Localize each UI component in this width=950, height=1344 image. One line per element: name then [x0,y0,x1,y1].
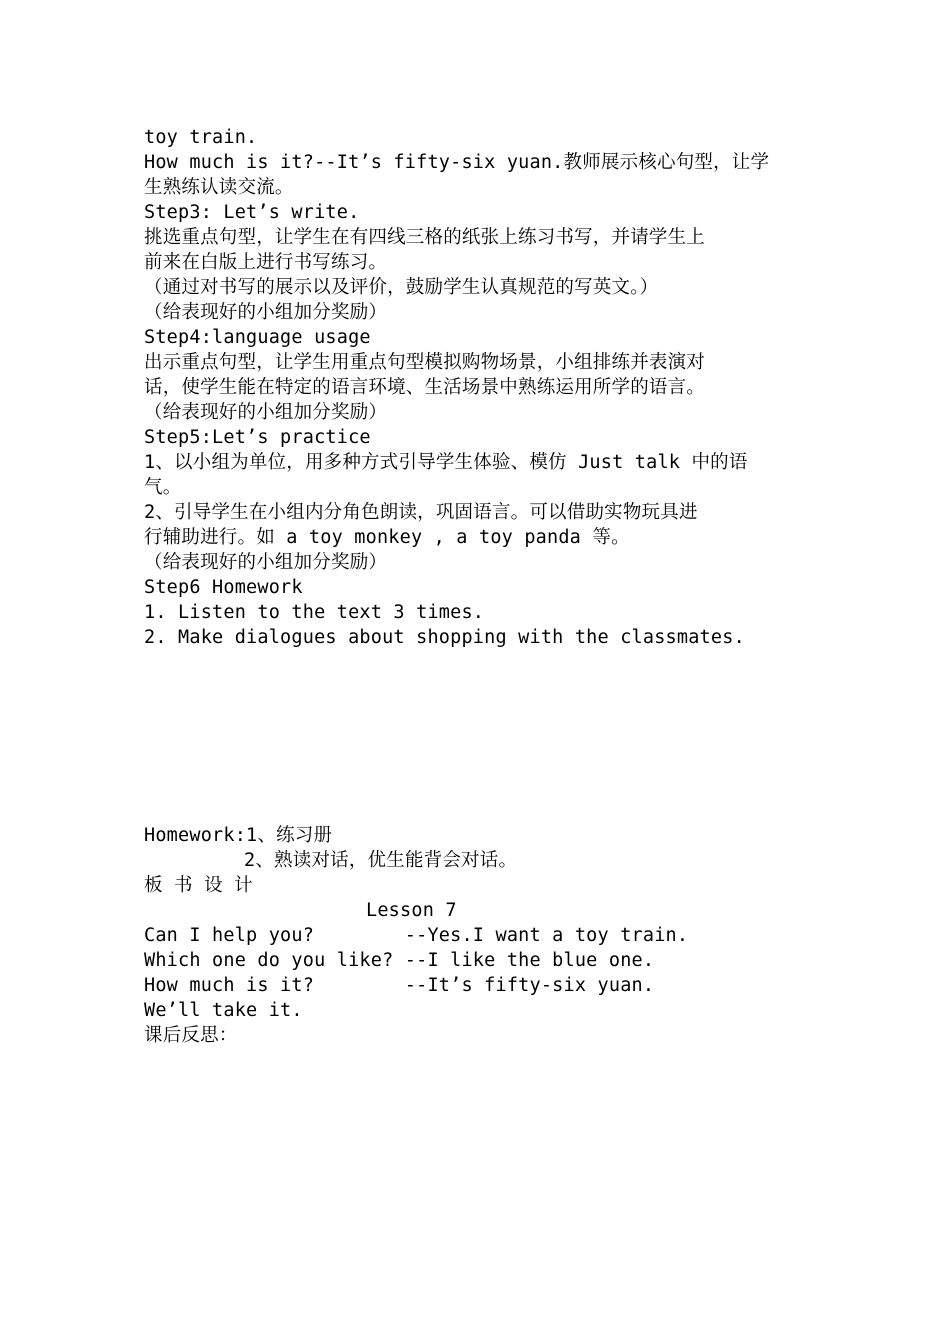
text-line: 气。 [144,477,182,498]
text-line: 1. Listen to the text 3 times. [144,602,485,623]
reflection-heading: 课后反思： [144,1025,238,1046]
text-line: （通过对书写的展示以及评价，鼓励学生认真规范的写英文。） [144,277,659,298]
board-row: Which one do you like? --I like the blue one. [144,950,655,971]
step-heading: Step4:language usage [144,327,371,348]
text-line: 话，使学生能在特定的语言环境、生活场景中熟练运用所学的语言。 [144,377,706,398]
text-line: 1、以小组为单位，用多种方式引导学生体验、模仿 Just talk 中的语 [144,452,748,473]
text-line: 行辅助进行。如 a toy monkey , a toy panda 等。 [144,527,630,548]
board-design-heading: 板 书 设 计 [144,875,253,896]
step-heading: Step3: Let’s write. [144,202,360,223]
step-heading: Step5:Let’s practice [144,427,371,448]
homework-line: 2、熟读对话，优生能背会对话。 [244,850,518,871]
step-heading: Step6 Homework [144,577,303,598]
text-line: （给表现好的小组加分奖励） [144,552,388,573]
text-line: 前来在白版上进行书写练习。 [144,252,388,273]
board-row: Can I help you? --Yes.I want a toy train. [144,925,689,946]
text-line: 生熟练认读交流。 [144,177,294,198]
text-line: 挑选重点句型，让学生在有四线三格的纸张上练习书写，并请学生上 [144,227,706,248]
board-row: How much is it? --It’s fifty-six yuan. [144,975,655,996]
text-line: （给表现好的小组加分奖励） [144,302,388,323]
homework-line: Homework:1、练习册 [144,825,333,846]
text-line: 出示重点句型，让学生用重点句型模拟购物场景，小组排练并表演对 [144,352,706,373]
text-line: （给表现好的小组加分奖励） [144,402,388,423]
text-line: 2、引导学生在小组内分角色朗读，巩固语言。可以借助实物玩具进 [144,502,698,523]
text-line: 2. Make dialogues about shopping with the classmates. [144,627,745,648]
board-row: We’ll take it. [144,1000,303,1021]
lesson-title: Lesson 7 [366,900,457,921]
text-line: How much is it?--It’s fifty-six yuan.教师展示核心句型，让学 [144,152,770,173]
text-line: toy train. [144,127,258,148]
